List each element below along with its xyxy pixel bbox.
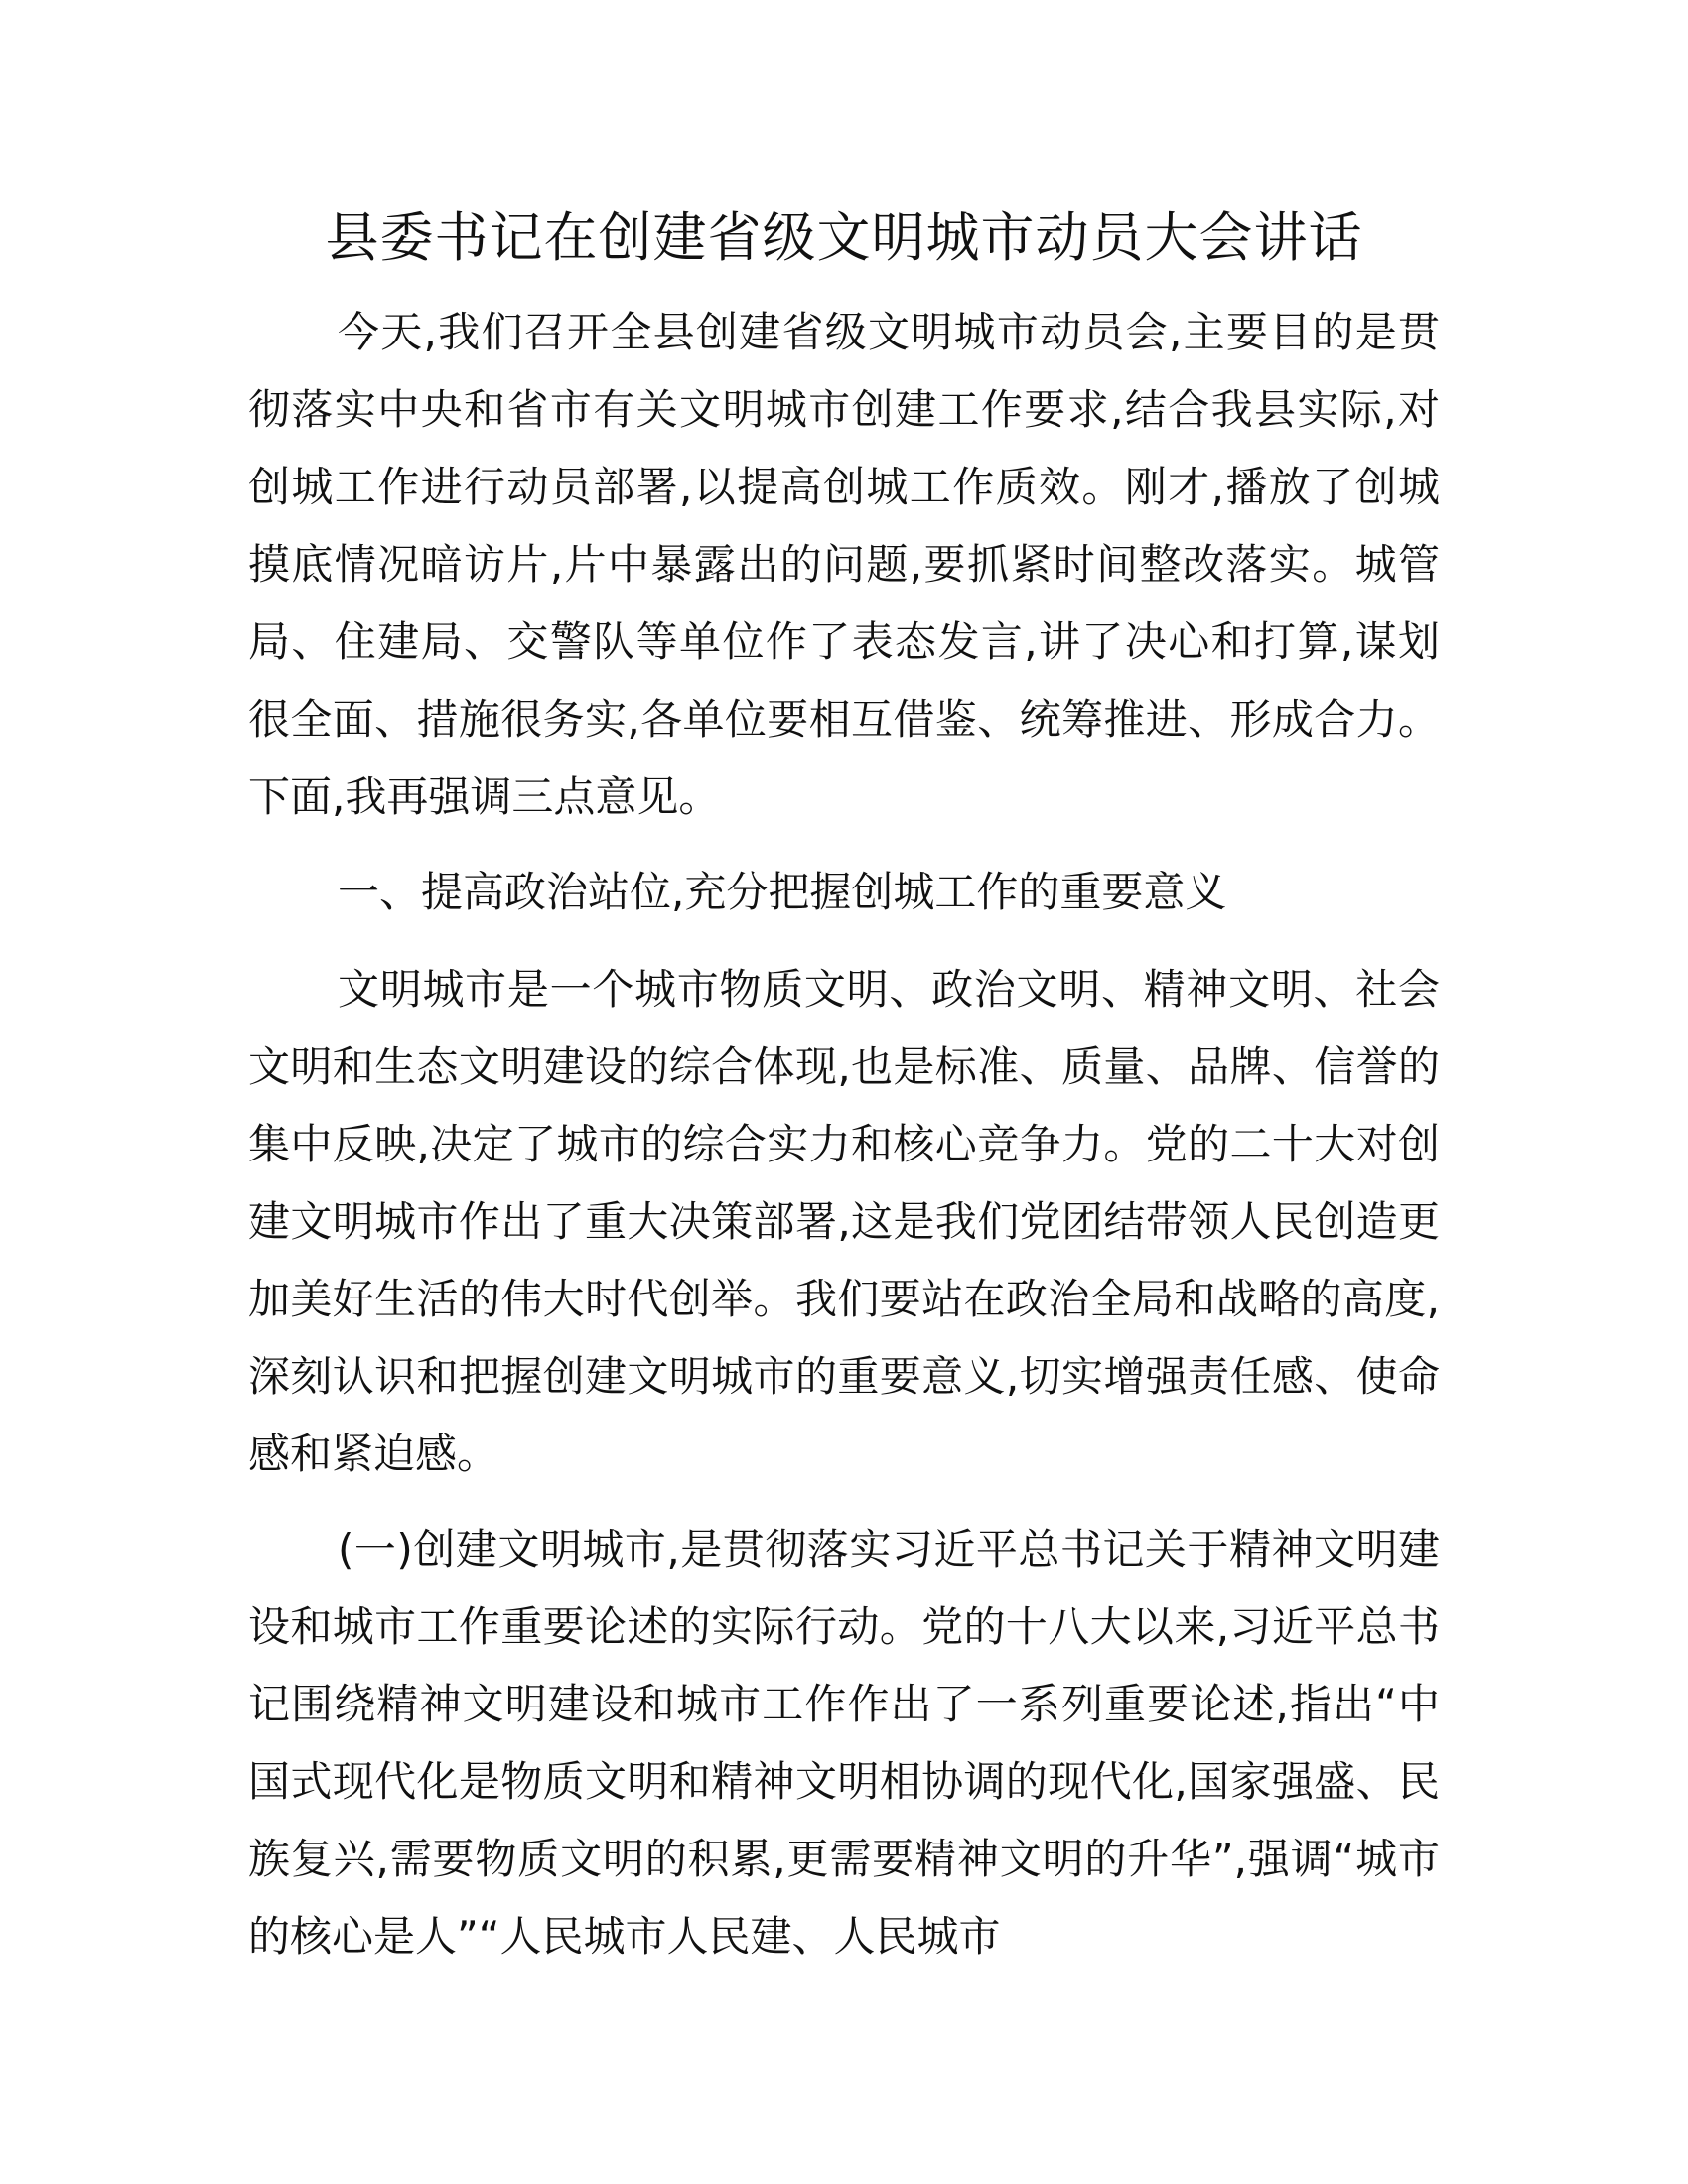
paragraph-intro: 今天,我们召开全县创建省级文明城市动员会,主要目的是贯彻落实中央和省市有关文明城市创建工作要求,结合我县实际,对创城工作进行动员部署,以提高创城工作质效。刚才,播放了创城摸底情况暗访片,片中暴露出的问题,要抓紧时间整改落实。城管局、住建局、交警队等单位作了表态发言,讲了决心和打算,谋划很全面、措施很务实,各单位要相互借鉴、统筹推进、形成合力。下面,我再强调三点意见。 xyxy=(248,308,1440,821)
section-heading-1: 一、提高政治站位,充分把握创城工作的重要意义 xyxy=(338,868,1227,916)
paragraph-point-1: (一)创建文明城市,是贯彻落实习近平总书记关于精神文明建设和城市工作重要论述的实际行动。党的十八大以来,习近平总书记围绕精神文明建设和城市工作作出了一系列重要论述,指出“中国式现代化是物质文明和精神文明相协调的现代化,国家强盛、民族复兴,需要物质文明的积累,更需要精神文明的升华”,强调“城市的核心是人”“人民城市人民建、人民城市 xyxy=(248,1525,1440,1961)
document-title: 县委书记在创建省级文明城市动员大会讲话 xyxy=(325,206,1363,269)
document-body xyxy=(248,294,1440,1976)
paragraph-significance: 文明城市是一个城市物质文明、政治文明、精神文明、社会文明和生态文明建设的综合体现,也是标准、质量、品牌、信誉的集中反映,决定了城市的综合实力和核心竞争力。党的二十大对创建文明城市作出了重大决策部署,这是我们党团结带领人民创造更加美好生活的伟大时代创举。我们要站在政治全局和战略的高度,深刻认识和把握创建文明城市的重要意义,切实增强责任感、使命感和紧迫感。 xyxy=(248,965,1440,1478)
